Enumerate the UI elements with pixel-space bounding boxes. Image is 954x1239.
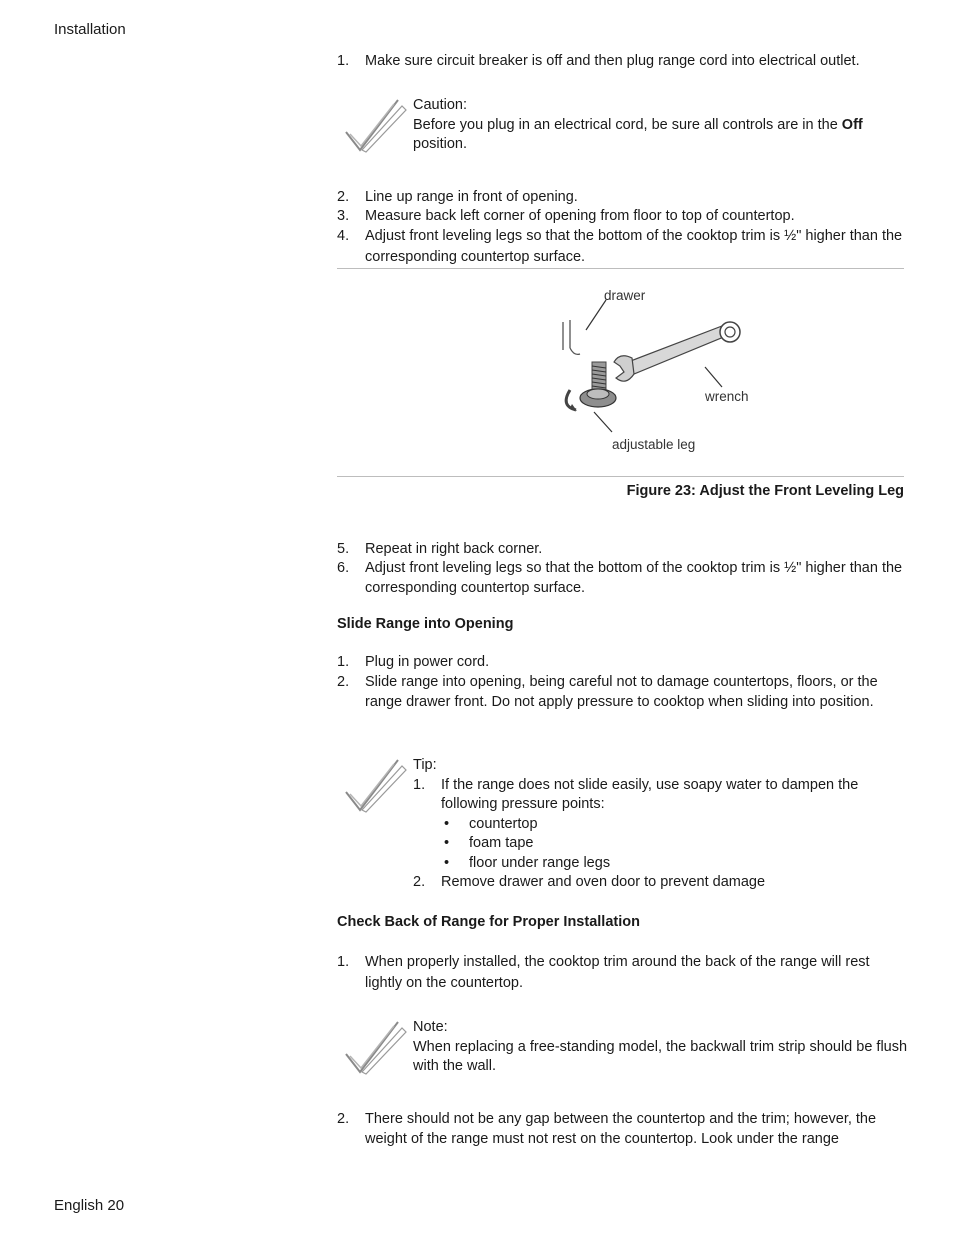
page-header: Installation bbox=[54, 21, 126, 38]
bullet-item: • foam tape bbox=[441, 834, 910, 854]
list-item bbox=[337, 52, 907, 72]
item-number: 5. bbox=[337, 541, 350, 557]
bullet-item: • countertop bbox=[441, 815, 910, 835]
note-title: Note: bbox=[413, 1019, 448, 1035]
item-number: 1. bbox=[337, 954, 350, 970]
tip-list bbox=[413, 776, 910, 893]
item-text: Line up range in front of opening. bbox=[365, 189, 578, 205]
bullet-list bbox=[441, 815, 910, 874]
leveling-leg-illustration bbox=[530, 282, 770, 457]
item-number: 6. bbox=[337, 560, 350, 576]
list-item bbox=[337, 1109, 907, 1149]
item-number: 3. bbox=[337, 208, 350, 224]
list-item bbox=[337, 653, 907, 673]
list-item: 1. If the range does not slide easily, use soapy water to dampen the following pressure points: • countertop • foam tape • floor under range legs bbox=[413, 776, 910, 874]
item-number: 1. bbox=[337, 654, 350, 670]
wrench-graphic bbox=[614, 322, 740, 381]
item-text: Measure back left corner of opening from floor to top of countertop. bbox=[365, 208, 795, 224]
adjustable-leg-graphic bbox=[566, 362, 616, 411]
checkmark-pen-icon bbox=[340, 96, 410, 156]
wrench-label: wrench bbox=[705, 389, 749, 404]
item-number: 2. bbox=[337, 674, 350, 690]
item-number: 4. bbox=[337, 228, 350, 244]
item-number: 2. bbox=[337, 1111, 350, 1127]
figure-bottom-rule bbox=[337, 476, 904, 477]
item-text: Make sure circuit breaker is off and then plug range cord into electrical outlet. bbox=[365, 53, 860, 69]
item-text: When properly installed, the cooktop trim around the back of the range will rest lightly on the countertop. bbox=[365, 954, 870, 991]
item-number: 2. bbox=[337, 189, 350, 205]
item-text: There should not be any gap between the countertop and the trim; however, the weight of the range must not rest on the countertop. Look under the range bbox=[365, 1111, 877, 1147]
adjustable-leg-label: adjustable leg bbox=[612, 437, 696, 452]
caution-text: Before you plug in an electrical cord, be sure all controls are in the Off position. bbox=[413, 116, 863, 152]
item-text: Repeat in right back corner. bbox=[365, 541, 543, 557]
list-item bbox=[337, 559, 907, 598]
tip-title: Tip: bbox=[413, 757, 437, 773]
section-heading: Slide Range into Opening bbox=[337, 616, 514, 632]
list-item bbox=[337, 540, 907, 560]
off-label: Off bbox=[841, 116, 863, 133]
figure-top-rule bbox=[337, 268, 904, 269]
drawer-label: drawer bbox=[604, 288, 646, 303]
list-item bbox=[337, 226, 907, 268]
item-text: Plug in power cord. bbox=[365, 654, 490, 670]
checkmark-pen-icon bbox=[340, 756, 410, 816]
item-text: Remove drawer and oven door to prevent damage bbox=[441, 874, 766, 890]
note-callout bbox=[340, 1018, 910, 1077]
item-text: Adjust front leveling legs so that the bottom of the cooktop trim is ½" higher than the corresponding countertop surface. bbox=[365, 228, 903, 265]
list-item: 2. Remove drawer and oven door to prevent damage bbox=[413, 874, 766, 890]
list-item bbox=[337, 207, 907, 227]
caution-title: Caution: bbox=[413, 97, 468, 113]
item-number: 1. bbox=[337, 53, 350, 69]
page-footer: English 20 bbox=[54, 1197, 125, 1214]
item-text: If the range does not slide easily, use soapy water to dampen the following pressure points: bbox=[441, 776, 859, 812]
item-text: Adjust front leveling legs so that the bottom of the cooktop trim is ½" higher than the corresponding countertop surface. bbox=[365, 560, 903, 596]
checkmark-pen-icon bbox=[340, 1018, 410, 1078]
list-item bbox=[337, 672, 907, 712]
bullet-item: • floor under range legs bbox=[441, 854, 910, 874]
section-heading: Check Back of Range for Proper Installation bbox=[337, 914, 640, 930]
item-text: Slide range into opening, being careful not to damage countertops, floors, or the range drawer front. Do not apply pressure to cooktop when sliding into position. bbox=[365, 674, 878, 710]
list-item bbox=[337, 188, 907, 208]
drawer-outline bbox=[563, 320, 580, 354]
note-text: When replacing a free-standing model, the backwall trim strip should be flush with the wall. bbox=[413, 1038, 908, 1074]
caution-callout bbox=[340, 96, 910, 155]
tip-callout bbox=[340, 756, 910, 893]
list-item bbox=[337, 952, 907, 994]
figure-caption: Figure 23: Adjust the Front Leveling Leg bbox=[626, 483, 904, 499]
